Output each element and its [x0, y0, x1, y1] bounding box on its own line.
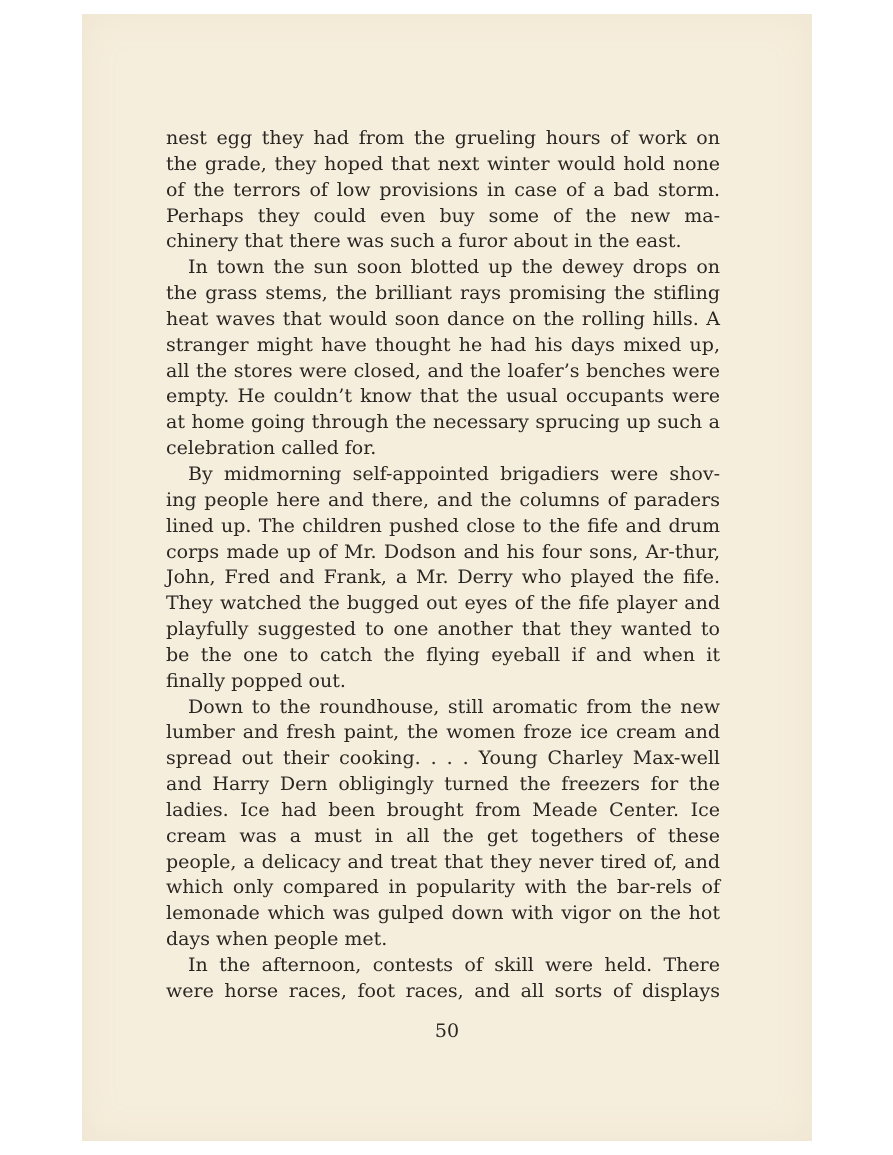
page-number: 50	[434, 1020, 460, 1042]
paragraph-4: Down to the roundhouse, still aromatic from the new lumber and fresh paint, the women froze ice cream and spread out their cooking. . . . Young Charley Max-well and Harry Dern obligingly turned the freezers for the ladies. Ice had been brought from Meade Center. Ice cream was a must in all the get togethers of these people, a delicacy and treat that they never tired of, and which only compared in popularity with the bar-rels of lemonade which was gulped down with vigor on the hot days when people met.	[166, 695, 720, 951]
paragraph-2: In town the sun soon blotted up the dewey drops on the grass stems, the brilliant rays promising the stifling heat waves that would soon dance on the rolling hills. A stranger might have thought he had his days mixed up, all the stores were closed, and the loafer’s benches were empty. He couldn’t know that the usual occupants were at home going through the necessary sprucing up such a celebration called for.	[166, 256, 720, 460]
body-text	[166, 126, 720, 1005]
paragraph-5: In the afternoon, contests of skill were held. There were horse races, foot races, and all sorts of displays	[166, 954, 720, 1002]
book-page	[82, 14, 812, 1141]
paragraph-1: nest egg they had from the grueling hours of work on the grade, they hoped that next winter would hold none of the terrors of low provisions in case of a bad storm. Perhaps they could even buy some of the new ma-chinery that there was such a furor about in the east.	[166, 127, 720, 253]
paragraph-3: By midmorning self-appointed brigadiers were shov-ing people here and there, and the columns of paraders lined up. The children pushed close to the fife and drum corps made up of Mr. Dodson and his four sons, Ar-thur, John, Fred and Frank, a Mr. Derry who played the fife. They watched the bugged out eyes of the fife player and playfully suggested to one another that they wanted to be the one to catch the flying eyeball if and when it finally popped out.	[166, 462, 720, 692]
